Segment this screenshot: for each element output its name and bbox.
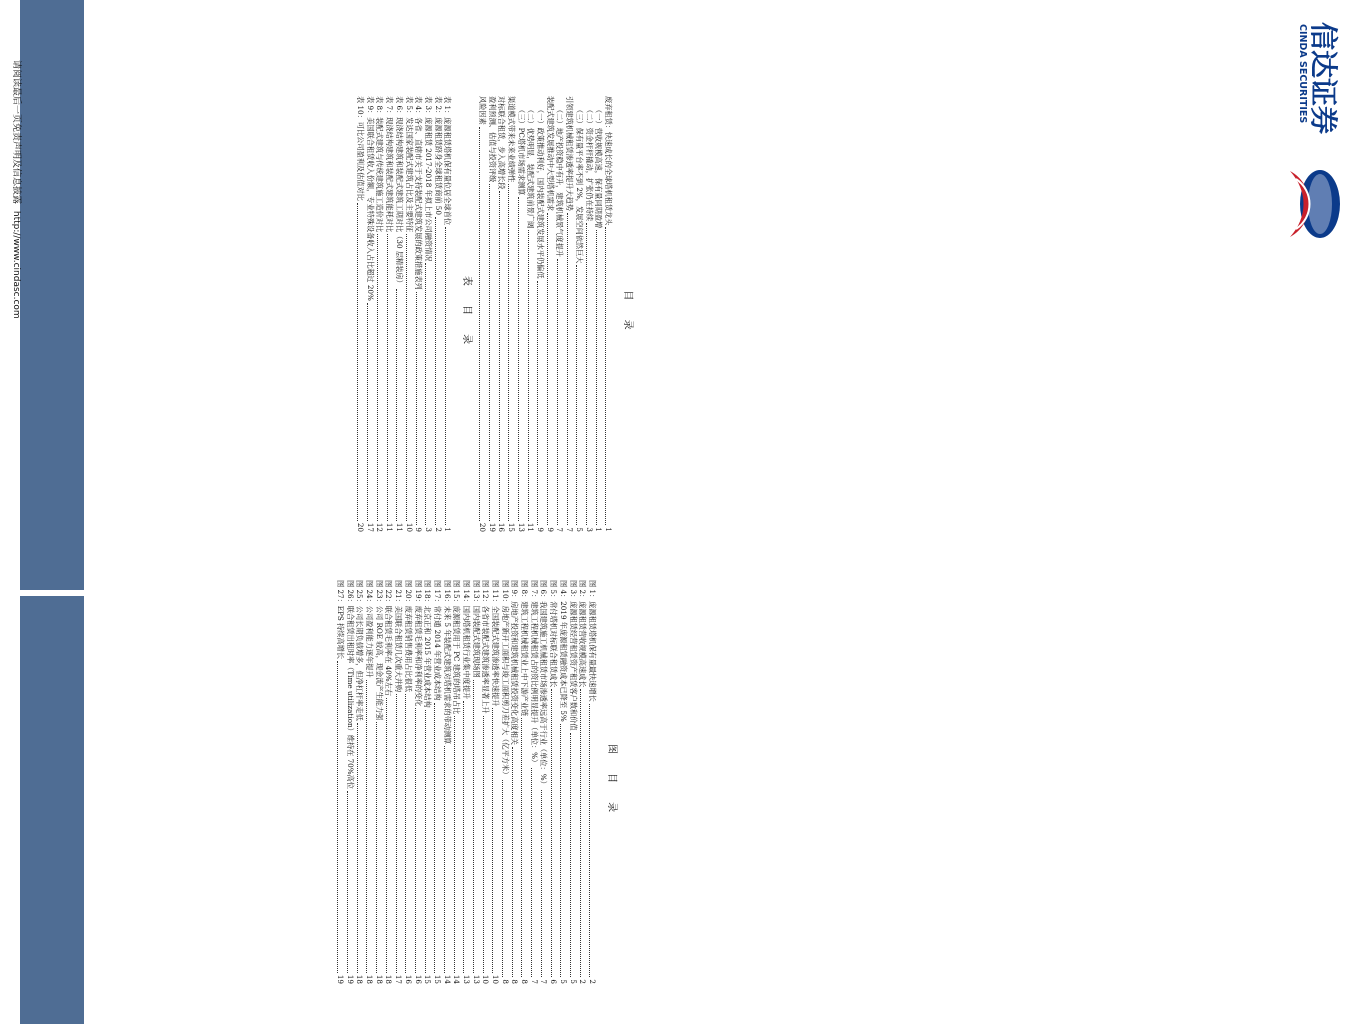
dot-leader xyxy=(377,234,378,521)
dot-leader xyxy=(473,680,474,973)
dot-leader xyxy=(570,733,571,978)
toc-entry-text: （二）资金杆杆撬动，扩张仍在持续 xyxy=(584,106,594,222)
figure-list-entry[interactable] xyxy=(423,580,433,984)
dot-leader xyxy=(483,716,484,973)
figure-list-entry-text: 图 15：庞源租赁用于 PC 建筑的塔吊占比 xyxy=(452,580,462,715)
dot-leader xyxy=(367,303,368,521)
toc-entry[interactable] xyxy=(477,96,487,532)
figure-list-entry-page: 16 xyxy=(403,974,413,984)
dot-leader xyxy=(434,703,435,973)
figure-list-entry-text: 图 9：房地产投资和建筑机械租赁投资变化高度相关 xyxy=(510,580,520,745)
figure-list-entry[interactable] xyxy=(529,580,539,984)
figure-list-entry-page: 7 xyxy=(539,979,549,984)
figure-list-entry-page: 19 xyxy=(345,974,355,984)
dot-leader xyxy=(479,127,480,521)
dot-leader xyxy=(531,768,532,977)
toc-entry[interactable] xyxy=(487,96,497,532)
figure-list-entry-text: 图 16：未来 5 年装配式建筑对塔机需求的带动测算 xyxy=(442,580,452,745)
toc-entry-page: 5 xyxy=(574,527,584,532)
figure-list-entry-text: 图 20：废弃租赁销售费用占比很低 xyxy=(403,580,413,693)
dot-leader xyxy=(586,223,587,525)
table-list-entry-text: 表 7：现浇结构建筑和装配式建筑能耗对比 xyxy=(385,96,395,233)
figure-list-entry-text: 图 5：常付塔机对标联合租赁成长 xyxy=(549,580,559,688)
figure-list-entry-text: 图 8：建筑工程机械租赁业上中下游产业链 xyxy=(520,580,530,717)
table-list-entry[interactable] xyxy=(404,96,414,532)
figure-list-entry-page: 16 xyxy=(413,974,423,984)
toc-entry[interactable] xyxy=(516,96,526,532)
toc-entry-text: 引领建筑机械租赁渗透率提升大趋势 xyxy=(565,96,575,212)
figure-list-entry-page: 5 xyxy=(558,979,568,984)
toc-entry-page: 11 xyxy=(526,522,536,532)
figure-list-entry-page: 10 xyxy=(481,974,491,984)
toc-entry[interactable] xyxy=(603,96,613,532)
footer-disclaimer: 请阅读最后一页免责声明及信息披露 xyxy=(11,60,21,205)
table-list-entry[interactable] xyxy=(385,96,395,532)
figure-list-entry[interactable] xyxy=(490,580,500,984)
figure-list-entry-page: 17 xyxy=(394,974,404,984)
figure-list-entry[interactable] xyxy=(558,580,568,984)
table-list-entry-text: 表 9：美国联合租赁收入份额，专业特殊设备收入占比超过 20% xyxy=(365,96,375,301)
table-list-entry-page: 11 xyxy=(394,522,404,532)
table-list-entry-page: 10 xyxy=(404,522,414,532)
toc-entry-text: 盈利预测、估值与投资评级 xyxy=(487,96,497,183)
footer xyxy=(11,60,24,319)
figure-list-entry-page: 5 xyxy=(568,979,578,984)
toc-entry[interactable] xyxy=(497,96,507,532)
figure-list-entry-text: 图 6：我国建筑施工机械租赁市场渗透率远高于行业（单位：%） xyxy=(539,580,549,788)
toc-entry-page: 9 xyxy=(545,527,555,532)
figure-list-entry-page: 14 xyxy=(452,974,462,984)
figure-list-entry-page: 18 xyxy=(355,974,365,984)
table-list-entry-page: 12 xyxy=(375,522,385,532)
dot-leader xyxy=(425,263,426,525)
figure-list-entry-text: 图 1：庞源租赁塔机保有量最快速增长 xyxy=(587,580,597,702)
figure-list-entry-page: 18 xyxy=(374,974,384,984)
figure-list-entry-page: 13 xyxy=(471,974,481,984)
figure-list-entry[interactable] xyxy=(442,580,452,984)
dot-leader xyxy=(589,704,590,978)
figures-column xyxy=(335,580,616,984)
dot-leader xyxy=(557,259,558,525)
table-list-entry-page: 11 xyxy=(385,522,395,532)
figure-list-entry-page: 18 xyxy=(384,974,394,984)
table-list-entry[interactable] xyxy=(443,96,453,532)
figures-list xyxy=(335,580,597,984)
dot-leader xyxy=(518,197,519,520)
toc-title: 目 录 xyxy=(622,290,633,338)
toc-entry-text: 废弃租赁：快速成长的全球塔机租赁龙头 xyxy=(603,96,613,226)
table-list-entry-page: 20 xyxy=(356,522,366,532)
table-list-entry-text: 表 5：发达国家装配式建筑占比及主要特征 xyxy=(404,96,414,233)
toc-entry-text: （三）PC塔机市场需求测算 xyxy=(516,106,526,196)
dot-leader xyxy=(580,689,581,977)
figure-list-entry-text: 图 4：2019 年庞源租赁融资成本已降至 5% xyxy=(558,580,568,722)
table-list-entry-page: 1 xyxy=(443,527,453,532)
toc-entry[interactable] xyxy=(594,96,604,532)
toc-entry-text: 装配式建筑发展推动中大型塔机需求 xyxy=(545,96,555,212)
dot-leader xyxy=(396,694,397,973)
table-list-entry[interactable] xyxy=(423,96,433,532)
dot-leader xyxy=(358,203,359,521)
figure-list-entry-text: 图 2：庞源租赁营收规模高速成长 xyxy=(578,580,588,688)
table-list-entry-text: 表 4：各省、直辖市关于支持装配式建筑发展的政策措施表列 xyxy=(414,96,424,290)
toc-entry[interactable] xyxy=(555,96,565,532)
figure-list-entry[interactable] xyxy=(345,580,355,984)
figure-list-entry[interactable] xyxy=(403,580,413,984)
figure-list-entry-text: 图 27：EPS 持续高增长 xyxy=(336,580,346,660)
tables-list xyxy=(356,96,453,532)
table-list-entry-text: 表 8：装配式建筑与传统建筑施工造价对比 xyxy=(375,96,385,233)
figure-list-entry-page: 2 xyxy=(578,979,588,984)
figure-list-entry[interactable] xyxy=(510,580,520,984)
dot-leader xyxy=(386,698,387,973)
dot-leader xyxy=(502,780,503,977)
table-list-entry[interactable] xyxy=(375,96,385,532)
toc-entry-page: 7 xyxy=(555,527,565,532)
figure-list-entry[interactable] xyxy=(365,580,375,984)
table-list-entry[interactable] xyxy=(365,96,375,532)
figure-list-entry-text: 图 11：全国装配式建筑渗透率快速提升 xyxy=(491,580,501,707)
figure-list-entry[interactable] xyxy=(578,580,588,984)
table-list-entry-page: 9 xyxy=(414,527,424,532)
dot-leader xyxy=(605,227,606,525)
dot-leader xyxy=(357,723,358,973)
figure-list-entry-text: 图 26：联合租赁出租时率（Time utilization）维持在 70%高位 xyxy=(345,580,355,789)
toc-entry-page: 13 xyxy=(516,522,526,532)
figure-list-entry-page: 2 xyxy=(587,979,597,984)
dot-leader xyxy=(522,718,523,977)
figure-list-entry[interactable] xyxy=(539,580,549,984)
toc-entry[interactable] xyxy=(506,96,516,532)
dot-leader xyxy=(416,292,417,526)
figure-list-entry-page: 15 xyxy=(432,974,442,984)
dot-leader xyxy=(454,716,455,973)
dot-leader xyxy=(387,234,388,521)
figure-list-entry[interactable] xyxy=(432,580,442,984)
figure-list-entry-page: 14 xyxy=(442,974,452,984)
figure-list-entry-page: 6 xyxy=(549,979,559,984)
figure-list-entry-text: 图 12：各省市装配式建筑渗透率显著上升 xyxy=(481,580,491,714)
toc-entry-text: （二）优势明显，装配式建筑前景广阔 xyxy=(526,106,536,229)
toc-entry[interactable] xyxy=(545,96,555,532)
table-list-entry[interactable] xyxy=(414,96,424,532)
figure-list-entry-page: 7 xyxy=(529,979,539,984)
dot-leader xyxy=(337,661,338,973)
figure-list-entry-text: 图 22：联合租赁毛利率在 40%左右 xyxy=(384,580,394,696)
dot-leader xyxy=(541,790,542,978)
figure-list-entry[interactable] xyxy=(355,580,365,984)
toc-entry-page: 9 xyxy=(536,527,546,532)
dot-leader xyxy=(405,694,406,973)
dot-leader xyxy=(376,722,377,972)
table-list-entry-page: 3 xyxy=(423,527,433,532)
toc-entry[interactable] xyxy=(565,96,575,532)
tables-title: 表 目 录 xyxy=(461,275,473,353)
toc-entry[interactable] xyxy=(526,96,536,532)
dot-leader xyxy=(425,710,426,973)
figure-list-entry-page: 8 xyxy=(500,979,510,984)
footer-url-link[interactable]: http://www.cindasc.com xyxy=(11,210,21,319)
toc-entry-text: （一）营收规模高速，保有量同期盈增 xyxy=(594,106,604,229)
figure-list-entry-text: 图 19：废弃租赁毛利率和净利率的变化 xyxy=(413,580,423,707)
dot-leader xyxy=(560,724,561,978)
dot-leader xyxy=(492,708,493,972)
dot-leader xyxy=(396,289,397,521)
figure-list-entry-text: 图 23：公司 ROE 较高，现金流产生能力强 xyxy=(374,580,384,721)
toc-entry-page: 1 xyxy=(594,527,604,532)
figure-list-entry-page: 8 xyxy=(510,979,520,984)
table-list-entry-text: 表 6：现浇结构建筑和装配式建筑工期对比（30 层精装房） xyxy=(394,96,404,287)
dot-leader xyxy=(547,213,548,525)
figure-list-entry-page: 15 xyxy=(423,974,433,984)
figure-list-entry[interactable] xyxy=(587,580,597,984)
figure-list-entry[interactable] xyxy=(384,580,394,984)
figure-list-entry-text: 图 7：建筑工程机械租赁占的资比例明显提升（单位：%） xyxy=(529,580,539,767)
dot-leader xyxy=(499,191,500,520)
toc-entry-page: 16 xyxy=(497,522,507,532)
figure-list-entry[interactable] xyxy=(413,580,423,984)
table-list-entry-text: 表 2：庞源租赁跻身全球租赁商前 50 xyxy=(433,96,443,215)
figure-list-entry-text: 图 13：国内装配式建筑现场图 xyxy=(471,580,481,678)
figure-list-entry-text: 图 14：国内塔机租赁行业集中度提升 xyxy=(461,580,471,700)
figure-list-entry-text: 图 3：庞源租赁经营租赁资产租赁客户数和价值 xyxy=(568,580,578,731)
dot-leader xyxy=(508,184,509,521)
table-list-entry[interactable] xyxy=(394,96,404,532)
dot-leader xyxy=(463,701,464,973)
dot-leader xyxy=(551,689,552,977)
figure-list-entry-text: 图 25：公司长期负债增多，但净杠杆率走低 xyxy=(355,580,365,721)
dot-leader xyxy=(538,281,539,526)
table-list-entry-text: 表 3：庞源租赁 2017-2018 年拟上市公司融资情况 xyxy=(423,96,433,262)
table-list-entry-page: 2 xyxy=(433,527,443,532)
figure-list-entry-page: 13 xyxy=(461,974,471,984)
dot-leader xyxy=(567,213,568,525)
dot-leader xyxy=(596,230,597,525)
toc-entry-text: 对标联合租赁，步入高增长段 xyxy=(497,96,507,190)
toc-entry-page: 7 xyxy=(565,527,575,532)
dot-leader xyxy=(415,708,416,972)
dot-leader xyxy=(444,746,445,973)
dot-leader xyxy=(528,230,529,521)
toc-entry-page: 15 xyxy=(507,522,517,532)
table-list-entry-text: 表 10：可比公司盈利及估值对比 xyxy=(356,96,366,201)
toc-column xyxy=(356,96,633,532)
table-list-entry[interactable] xyxy=(433,96,443,532)
dot-leader xyxy=(512,747,513,977)
svg-text:信达证券: 信达证券 xyxy=(1307,22,1340,135)
table-list-entry[interactable] xyxy=(356,96,366,532)
globe-emblem-icon xyxy=(1286,165,1342,243)
figure-list-entry[interactable] xyxy=(549,580,559,984)
dot-leader xyxy=(347,791,348,973)
figure-list-entry[interactable] xyxy=(568,580,578,984)
figure-list-entry-page: 8 xyxy=(520,979,530,984)
toc-entry-page: 1 xyxy=(603,527,613,532)
figure-list-entry-page: 19 xyxy=(336,974,346,984)
toc-entry-text: 风险因素 xyxy=(477,96,487,125)
svg-text:CINDA SECURITIES: CINDA SECURITIES xyxy=(1297,24,1308,124)
figure-list-entry[interactable] xyxy=(452,580,462,984)
figure-list-entry[interactable] xyxy=(374,580,384,984)
table-list-entry-text: 表 1：庞源租赁塔机保有量位居全球首位 xyxy=(443,96,453,226)
toc-entry-page: 20 xyxy=(477,522,487,532)
figure-list-entry-text: 图 10：房地产新开工面积与竣工面积剪刀差扩大（亿平方米） xyxy=(500,580,510,779)
figure-list-entry-text: 图 21：美国联合租赁几次重大并购 xyxy=(394,580,404,693)
cinda-logo xyxy=(1290,18,1354,138)
figure-list-entry-page: 10 xyxy=(491,974,501,984)
figure-list-entry[interactable] xyxy=(335,580,345,984)
figure-list-entry-page: 18 xyxy=(365,974,375,984)
dot-leader xyxy=(406,234,407,521)
figure-list-entry-text: 图 18：北京正和 2015 年营业成本结构 xyxy=(423,580,433,708)
toc-entry-text: （三）保有量平台率不到 2%，发展空间依然巨大 xyxy=(574,106,584,264)
dot-leader xyxy=(445,227,446,525)
dot-leader xyxy=(367,680,368,973)
figure-list-entry[interactable] xyxy=(394,580,404,984)
toc-entry[interactable] xyxy=(574,96,584,532)
toc-entry[interactable] xyxy=(536,96,546,532)
figure-list-entry-text: 图 17：常付通 2014 年营业成本结构 xyxy=(432,580,442,701)
toc-entry-text: （一）政策推动利好，国内装配式建筑发展水平仍偏低 xyxy=(536,106,546,279)
toc-entry-page: 3 xyxy=(584,527,594,532)
dot-leader xyxy=(489,184,490,521)
dot-leader xyxy=(435,217,436,526)
figure-list-entry-text: 图 24：公司盈利能力逐年提升 xyxy=(365,580,375,678)
toc-entry[interactable] xyxy=(584,96,594,532)
toc-entry-text: （二）地产投资稳中有升，建筑机械景气度提升 xyxy=(555,106,565,257)
toc-list xyxy=(477,96,613,532)
figure-list-entry[interactable] xyxy=(520,580,530,984)
toc-entry-text: 渠道模式带来未来业绩弹性 xyxy=(507,96,517,183)
figures-title: 图 目 录 xyxy=(606,743,617,821)
figure-list-entry[interactable] xyxy=(481,580,491,984)
dot-leader xyxy=(576,265,577,525)
figure-list-entry[interactable] xyxy=(461,580,471,984)
toc-entry-page: 19 xyxy=(487,522,497,532)
figure-list-entry[interactable] xyxy=(500,580,510,984)
figure-list-entry[interactable] xyxy=(471,580,481,984)
table-list-entry-page: 17 xyxy=(365,522,375,532)
